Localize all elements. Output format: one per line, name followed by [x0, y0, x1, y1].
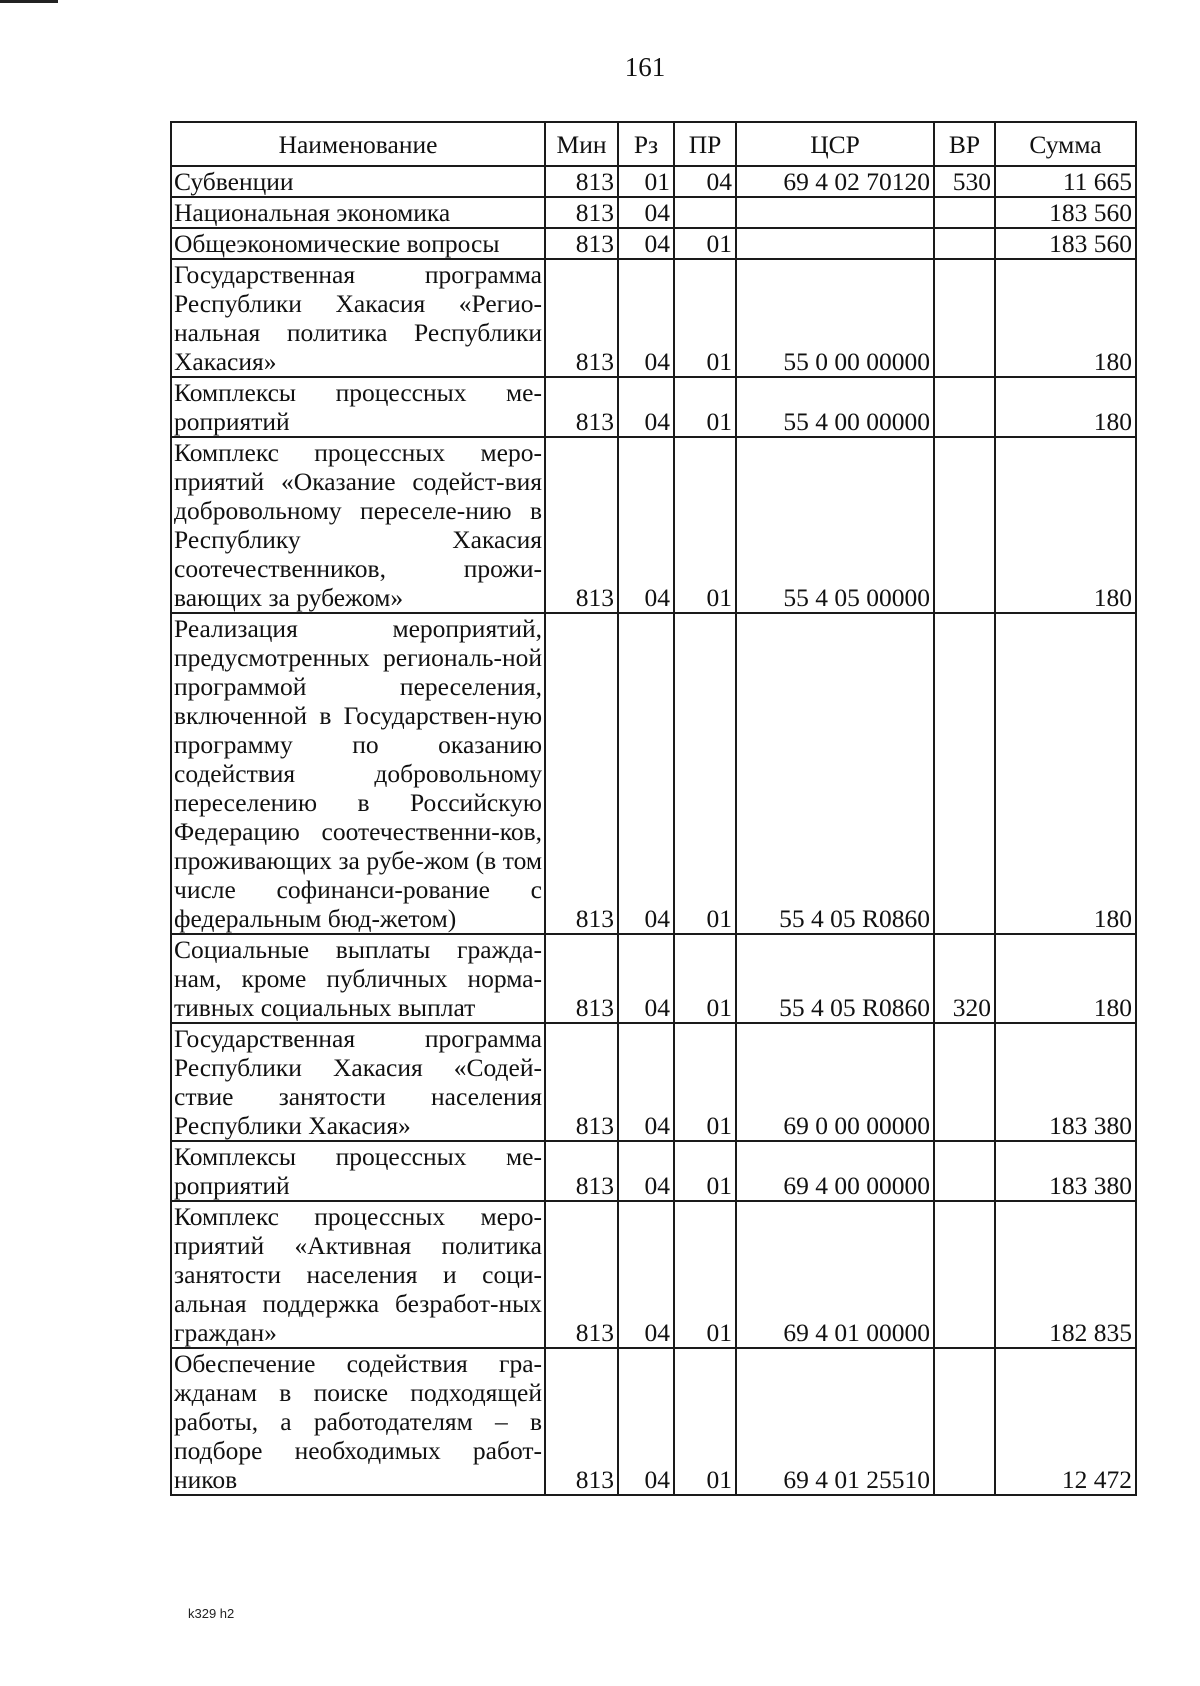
row-name: Комплексы процессных ме-роприятий — [171, 377, 545, 437]
row-min: 813 — [545, 934, 618, 1023]
row-csr: 69 4 00 00000 — [736, 1141, 934, 1201]
row-name: Национальная экономика — [171, 197, 545, 228]
row-min: 813 — [545, 1348, 618, 1495]
row-sum: 183 560 — [995, 197, 1136, 228]
row-pr: 01 — [674, 437, 736, 613]
row-pr: 01 — [674, 228, 736, 259]
row-csr: 55 4 05 00000 — [736, 437, 934, 613]
row-name: Комплекс процессных меро-приятий «Активная политика занятости населения и соци-альная поддержка безработ-ных граждан» — [171, 1201, 545, 1348]
row-min: 813 — [545, 166, 618, 197]
row-vr — [934, 377, 995, 437]
footer-code: k329 h2 — [188, 1606, 235, 1621]
row-pr — [674, 197, 736, 228]
row-rz: 01 — [618, 166, 674, 197]
row-name: Государственная программа Республики Хакасия «Содей-ствие занятости населения Республики Хакасия» — [171, 1023, 545, 1141]
row-pr: 01 — [674, 613, 736, 934]
row-csr: 55 4 05 R0860 — [736, 934, 934, 1023]
row-name: Комплекс процессных меро-приятий «Оказание содейст-вия добровольному переселе-нию в Республику Хакасия соотечественников, прожи-вающих за рубежом» — [171, 437, 545, 613]
row-name: Комплексы процессных ме-роприятий — [171, 1141, 545, 1201]
row-min: 813 — [545, 1201, 618, 1348]
row-pr: 01 — [674, 259, 736, 377]
row-rz: 04 — [618, 1023, 674, 1141]
row-rz: 04 — [618, 1348, 674, 1495]
header-min: Мин — [545, 122, 618, 166]
row-csr — [736, 197, 934, 228]
row-min: 813 — [545, 259, 618, 377]
table-row — [171, 437, 1136, 613]
table-row — [171, 1141, 1136, 1201]
row-vr: 320 — [934, 934, 995, 1023]
top-edge-rule — [0, 0, 58, 3]
row-rz: 04 — [618, 228, 674, 259]
table-row — [171, 1201, 1136, 1348]
row-vr — [934, 1201, 995, 1348]
header-name: Наименование — [171, 122, 545, 166]
row-name: Субвенции — [171, 166, 545, 197]
row-rz: 04 — [618, 377, 674, 437]
row-min: 813 — [545, 1023, 618, 1141]
row-vr — [934, 228, 995, 259]
header-csr: ЦСР — [736, 122, 934, 166]
row-sum: 12 472 — [995, 1348, 1136, 1495]
header-rz: Рз — [618, 122, 674, 166]
row-csr — [736, 228, 934, 259]
row-rz: 04 — [618, 613, 674, 934]
row-name: Социальные выплаты гражда-нам, кроме публичных норма-тивных социальных выплат — [171, 934, 545, 1023]
header-vr: ВР — [934, 122, 995, 166]
row-min: 813 — [545, 613, 618, 934]
table-row — [171, 934, 1136, 1023]
row-sum: 11 665 — [995, 166, 1136, 197]
row-csr: 69 4 01 00000 — [736, 1201, 934, 1348]
row-min: 813 — [545, 197, 618, 228]
row-sum: 180 — [995, 377, 1136, 437]
row-vr — [934, 259, 995, 377]
row-pr: 01 — [674, 377, 736, 437]
row-sum: 180 — [995, 437, 1136, 613]
row-min: 813 — [545, 377, 618, 437]
row-vr — [934, 197, 995, 228]
row-name: Государственная программа Республики Хакасия «Регио-нальная политика Республики Хакасия» — [171, 259, 545, 377]
page-number: 161 — [624, 52, 666, 82]
row-min: 813 — [545, 228, 618, 259]
row-sum: 180 — [995, 613, 1136, 934]
row-pr: 01 — [674, 1141, 736, 1201]
row-csr: 55 4 00 00000 — [736, 377, 934, 437]
row-sum: 183 380 — [995, 1141, 1136, 1201]
table-row — [171, 166, 1136, 197]
table-row — [171, 377, 1136, 437]
table-row — [171, 613, 1136, 934]
row-name: Общеэкономические вопросы — [171, 228, 545, 259]
row-name: Реализация мероприятий, предусмотренных региональ-ной программой переселения, включенной в Государствен-ную программу по оказанию содействия добровольному переселению в Российскую Федерацию соотечественни-ков, проживающих за рубе-жом (в том числе софинанси-рование с федеральным бюд-жетом) — [171, 613, 545, 934]
row-csr: 55 4 05 R0860 — [736, 613, 934, 934]
row-rz: 04 — [618, 934, 674, 1023]
row-vr — [934, 1348, 995, 1495]
row-vr: 530 — [934, 166, 995, 197]
table-row — [171, 259, 1136, 377]
row-pr: 01 — [674, 1201, 736, 1348]
table-header-row — [171, 122, 1136, 166]
row-sum: 183 380 — [995, 1023, 1136, 1141]
row-sum: 180 — [995, 259, 1136, 377]
row-pr: 01 — [674, 1023, 736, 1141]
row-sum: 180 — [995, 934, 1136, 1023]
table-row — [171, 1348, 1136, 1495]
header-pr: ПР — [674, 122, 736, 166]
header-sum: Сумма — [995, 122, 1136, 166]
row-csr: 69 4 01 25510 — [736, 1348, 934, 1495]
row-pr: 01 — [674, 934, 736, 1023]
row-vr — [934, 613, 995, 934]
row-rz: 04 — [618, 1141, 674, 1201]
row-csr: 69 0 00 00000 — [736, 1023, 934, 1141]
row-min: 813 — [545, 437, 618, 613]
row-vr — [934, 1141, 995, 1201]
table-row — [171, 1023, 1136, 1141]
row-name: Обеспечение содействия гра-жданам в поиске подходящей работы, а работодателям – в подборе необходимых работ-ников — [171, 1348, 545, 1495]
row-rz: 04 — [618, 197, 674, 228]
row-min: 813 — [545, 1141, 618, 1201]
row-sum: 182 835 — [995, 1201, 1136, 1348]
row-pr: 04 — [674, 166, 736, 197]
row-vr — [934, 1023, 995, 1141]
row-csr: 55 0 00 00000 — [736, 259, 934, 377]
row-rz: 04 — [618, 259, 674, 377]
row-vr — [934, 437, 995, 613]
row-sum: 183 560 — [995, 228, 1136, 259]
row-pr: 01 — [674, 1348, 736, 1495]
row-csr: 69 4 02 70120 — [736, 166, 934, 197]
row-rz: 04 — [618, 1201, 674, 1348]
table-row — [171, 197, 1136, 228]
budget-table — [170, 121, 1137, 1496]
row-rz: 04 — [618, 437, 674, 613]
table-row — [171, 228, 1136, 259]
